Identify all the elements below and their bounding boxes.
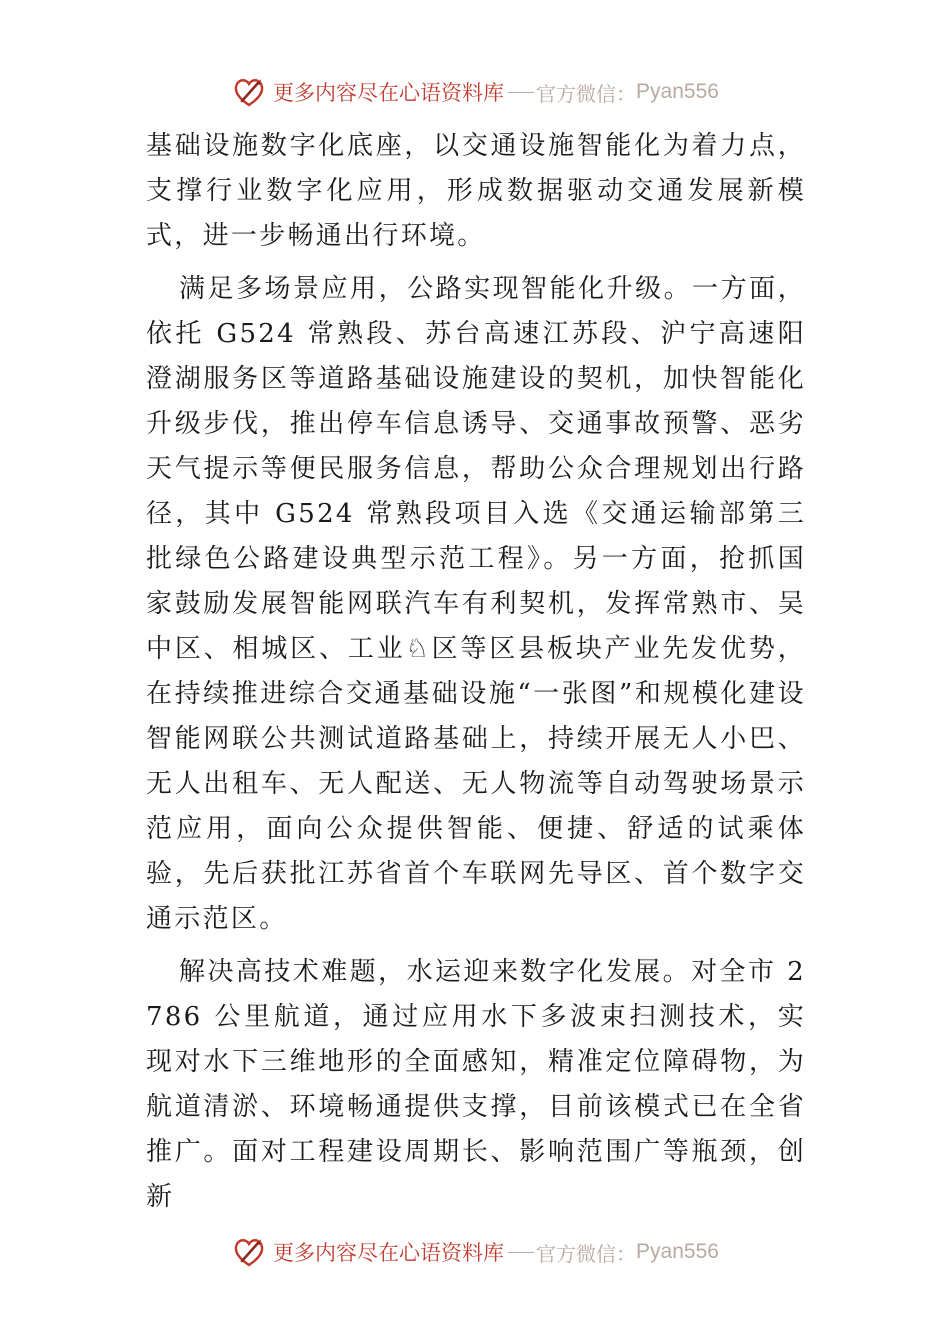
watermark-dash [508, 92, 534, 93]
paragraph-waterway: 解决高技术难题，水运迎来数字化发展。对全市 2786 公里航道，通过应用水下多波束扫测技术，实现对水下三维地形的全面感知，精准定位障碍物，为航道清淤、环境畅通提供支撑，目前该模式已在全省推广。面对工程建设周期长、影响范围广等瓶颈，创新 [146, 957, 806, 1212]
watermark-brand-text: 更多内容尽在心语资料库 [273, 81, 505, 105]
header-watermark [0, 72, 950, 112]
watermark-dash [508, 1252, 534, 1253]
watermark-contact-label: 官方微信： [536, 81, 637, 106]
footer-watermark [0, 1232, 950, 1272]
heart-pen-logo-icon [231, 74, 267, 110]
watermark-wechat-id: Pyan556 [636, 1240, 719, 1263]
heart-pen-logo-icon [231, 1234, 267, 1270]
watermark-wechat-id: Pyan556 [636, 80, 719, 103]
document-body [146, 124, 806, 1228]
paragraph-continued: 基础设施数字化底座，以交通设施智能化为着力点，支撑行业数字化应用，形成数据驱动交通发展新模式，进一步畅通出行环境。 [146, 131, 806, 251]
paragraph-highway: 满足多场景应用，公路实现智能化升级。一方面，依托 G524 常熟段、苏台高速江苏段、沪宁高速阳澄湖服务区等道路基础设施建设的契机，加快智能化升级步伐，推出停车信息诱导、交通事故预警、恶劣天气提示等便民服务信息，帮助公众合理规划出行路径，其中 G524 常熟段项目入选《交通运输部第三批绿色公路建设典型示范工程》。另一方面，抢抓国家鼓励发展智能网联汽车有利契机，发挥常熟市、吴中区、相城区、工业♘区等区县板块产业先发优势，在持续推进综合交通基础设施“一张图”和规模化建设智能网联公共测试道路基础上，持续开展无人小巴、无人出租车、无人配送、无人物流等自动驾驶场景示范应用，面向公众提供智能、便捷、舒适的试乘体验，先后获批江苏省首个车联网先导区、首个数字交通示范区。 [146, 274, 806, 934]
watermark-contact-label: 官方微信： [536, 1241, 637, 1266]
watermark-brand-text: 更多内容尽在心语资料库 [273, 1241, 505, 1265]
